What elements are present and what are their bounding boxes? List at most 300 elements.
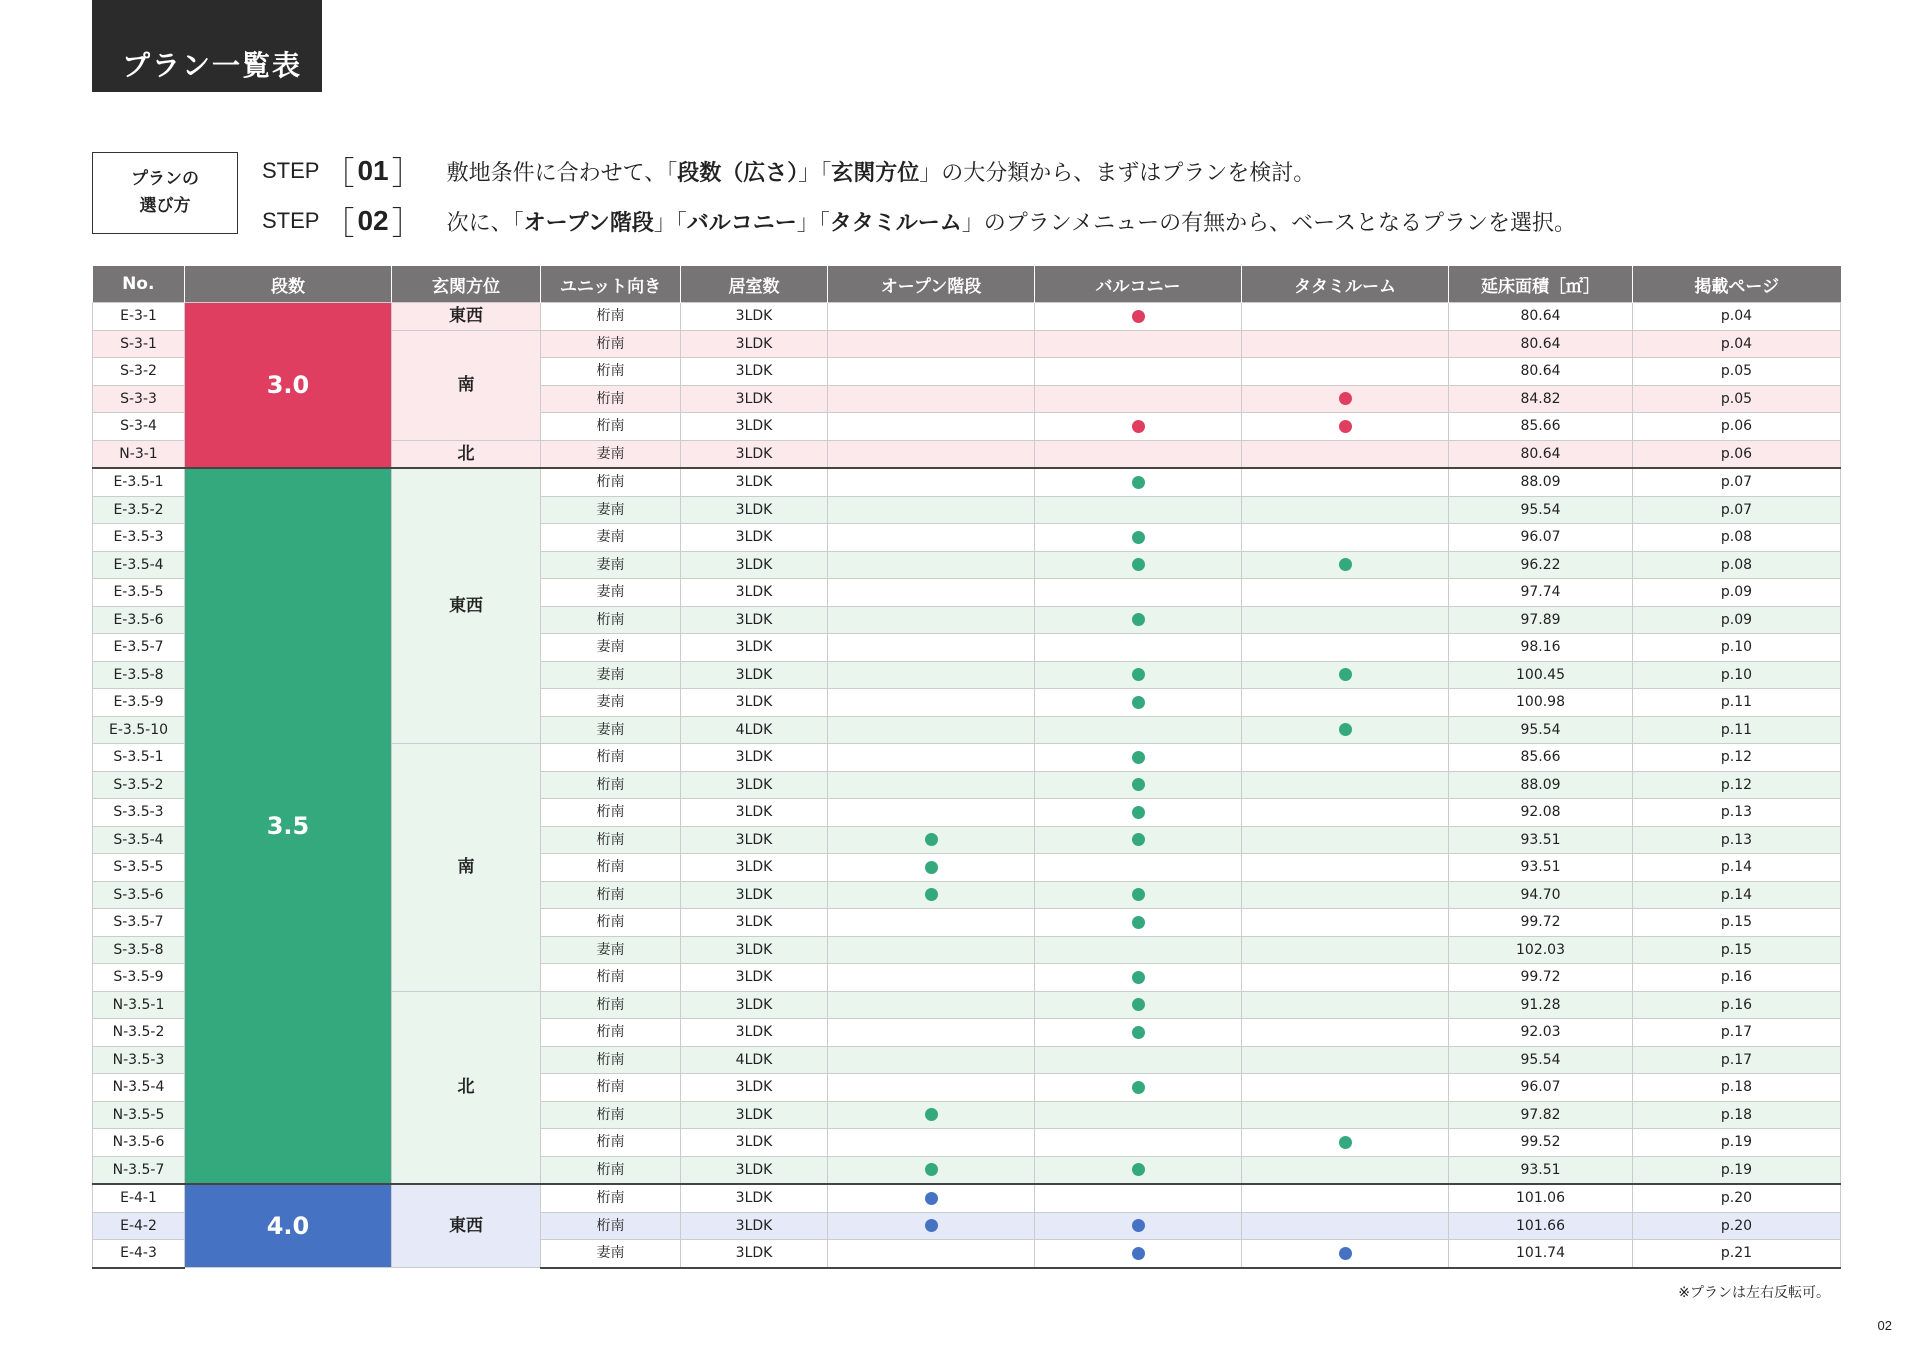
step-text: 敷地条件に合わせて、「段数（広さ）」「玄関方位」の大分類から、まずはプランを検討。 xyxy=(446,160,1316,186)
option-dot-icon xyxy=(925,833,938,846)
balcony-cell xyxy=(1035,991,1242,1019)
option-dot-icon xyxy=(1132,668,1145,681)
page-ref: p.10 xyxy=(1633,634,1841,662)
room-count: 3LDK xyxy=(681,468,828,496)
floor-area: 96.22 xyxy=(1449,551,1633,579)
page-ref: p.15 xyxy=(1633,936,1841,964)
room-count: 3LDK xyxy=(681,579,828,607)
unit-orientation: 桁南 xyxy=(541,1046,681,1074)
floor-area: 99.72 xyxy=(1449,909,1633,937)
plan-no: S-3-3 xyxy=(93,385,185,413)
page-ref: p.06 xyxy=(1633,413,1841,441)
plan-no: E-3-1 xyxy=(93,303,185,331)
plan-no: E-3.5-10 xyxy=(93,716,185,744)
tatami-cell xyxy=(1242,661,1449,689)
open-stairs-cell xyxy=(828,1184,1035,1212)
option-dot-icon xyxy=(1132,476,1145,489)
tatami-cell xyxy=(1242,716,1449,744)
open-stairs-cell xyxy=(828,496,1035,524)
balcony-cell xyxy=(1035,1240,1242,1268)
room-count: 3LDK xyxy=(681,413,828,441)
step-02 xyxy=(262,198,1576,244)
header-tatami: タタミルーム xyxy=(1242,266,1449,303)
floor-area: 80.64 xyxy=(1449,358,1633,386)
plan-table xyxy=(92,266,1841,1269)
open-stairs-cell xyxy=(828,716,1035,744)
option-dot-icon xyxy=(1132,696,1145,709)
open-stairs-cell xyxy=(828,964,1035,992)
option-dot-icon xyxy=(925,861,938,874)
tatami-cell xyxy=(1242,1212,1449,1240)
option-dot-icon xyxy=(1339,1247,1352,1260)
tatami-cell xyxy=(1242,579,1449,607)
header-page: 掲載ページ xyxy=(1633,266,1841,303)
option-dot-icon xyxy=(1132,916,1145,929)
page-title: プラン一覧表 xyxy=(92,0,322,92)
room-count: 3LDK xyxy=(681,689,828,717)
tatami-cell xyxy=(1242,413,1449,441)
plan-no: S-3.5-5 xyxy=(93,854,185,882)
page-ref: p.17 xyxy=(1633,1019,1841,1047)
unit-orientation: 妻南 xyxy=(541,579,681,607)
page-ref: p.13 xyxy=(1633,799,1841,827)
header-area: 延床面積［㎡］ xyxy=(1449,266,1633,303)
open-stairs-cell xyxy=(828,799,1035,827)
option-dot-icon xyxy=(1339,1136,1352,1149)
floor-area: 101.06 xyxy=(1449,1184,1633,1212)
table-row xyxy=(93,468,1841,496)
balcony-cell xyxy=(1035,661,1242,689)
open-stairs-cell xyxy=(828,991,1035,1019)
unit-orientation: 桁南 xyxy=(541,1184,681,1212)
page-ref: p.11 xyxy=(1633,689,1841,717)
room-count: 3LDK xyxy=(681,909,828,937)
balcony-cell xyxy=(1035,413,1242,441)
tatami-cell xyxy=(1242,744,1449,772)
plan-no: N-3.5-2 xyxy=(93,1019,185,1047)
floor-area: 91.28 xyxy=(1449,991,1633,1019)
plan-no: E-4-1 xyxy=(93,1184,185,1212)
howto-line2: 選び方 xyxy=(139,196,191,216)
tatami-cell xyxy=(1242,991,1449,1019)
unit-orientation: 妻南 xyxy=(541,634,681,662)
room-count: 3LDK xyxy=(681,1240,828,1268)
balcony-cell xyxy=(1035,303,1242,331)
plan-no: N-3.5-7 xyxy=(93,1156,185,1184)
tatami-cell xyxy=(1242,1240,1449,1268)
unit-orientation: 桁南 xyxy=(541,303,681,331)
tatami-cell xyxy=(1242,606,1449,634)
tatami-cell xyxy=(1242,1046,1449,1074)
tatami-cell xyxy=(1242,1184,1449,1212)
plan-no: E-3.5-2 xyxy=(93,496,185,524)
room-count: 3LDK xyxy=(681,881,828,909)
entrance-cell: 北 xyxy=(392,991,541,1184)
option-dot-icon xyxy=(1339,668,1352,681)
tatami-cell xyxy=(1242,826,1449,854)
table-header-row xyxy=(93,266,1841,303)
unit-orientation: 桁南 xyxy=(541,881,681,909)
room-count: 3LDK xyxy=(681,1129,828,1157)
plan-no: E-4-3 xyxy=(93,1240,185,1268)
room-count: 3LDK xyxy=(681,661,828,689)
balcony-cell xyxy=(1035,799,1242,827)
option-dot-icon xyxy=(1132,420,1145,433)
floor-area: 93.51 xyxy=(1449,826,1633,854)
page-ref: p.06 xyxy=(1633,440,1841,468)
page-ref: p.08 xyxy=(1633,524,1841,552)
table-row xyxy=(93,1184,1841,1212)
tatami-cell xyxy=(1242,385,1449,413)
step-number: 02 xyxy=(357,205,389,236)
unit-orientation: 桁南 xyxy=(541,744,681,772)
floor-area: 80.64 xyxy=(1449,330,1633,358)
room-count: 3LDK xyxy=(681,1212,828,1240)
open-stairs-cell xyxy=(828,524,1035,552)
tatami-cell xyxy=(1242,799,1449,827)
tatami-cell xyxy=(1242,468,1449,496)
plan-no: S-3.5-9 xyxy=(93,964,185,992)
room-count: 3LDK xyxy=(681,1156,828,1184)
balcony-cell xyxy=(1035,468,1242,496)
step-label: STEP xyxy=(262,208,320,233)
open-stairs-cell xyxy=(828,826,1035,854)
unit-orientation: 桁南 xyxy=(541,468,681,496)
balcony-cell xyxy=(1035,634,1242,662)
page-ref: p.08 xyxy=(1633,551,1841,579)
footnote: ※プランは左右反転可。 xyxy=(1678,1285,1830,1301)
tier-cell: 3.0 xyxy=(185,303,392,469)
bracket-open: ［ xyxy=(322,204,355,242)
room-count: 3LDK xyxy=(681,936,828,964)
step-01 xyxy=(262,148,1315,194)
unit-orientation: 桁南 xyxy=(541,826,681,854)
unit-orientation: 桁南 xyxy=(541,413,681,441)
unit-orientation: 桁南 xyxy=(541,909,681,937)
open-stairs-cell xyxy=(828,689,1035,717)
header-unit: ユニット向き xyxy=(541,266,681,303)
option-dot-icon xyxy=(925,1192,938,1205)
floor-area: 88.09 xyxy=(1449,771,1633,799)
step-number: 01 xyxy=(357,155,389,186)
unit-orientation: 桁南 xyxy=(541,1101,681,1129)
balcony-cell xyxy=(1035,330,1242,358)
room-count: 3LDK xyxy=(681,854,828,882)
balcony-cell xyxy=(1035,1074,1242,1102)
open-stairs-cell xyxy=(828,1156,1035,1184)
balcony-cell xyxy=(1035,606,1242,634)
balcony-cell xyxy=(1035,1046,1242,1074)
balcony-cell xyxy=(1035,440,1242,468)
unit-orientation: 妻南 xyxy=(541,689,681,717)
tatami-cell xyxy=(1242,440,1449,468)
option-dot-icon xyxy=(1132,558,1145,571)
plan-no: E-3.5-7 xyxy=(93,634,185,662)
room-count: 3LDK xyxy=(681,826,828,854)
page-ref: p.10 xyxy=(1633,661,1841,689)
tatami-cell xyxy=(1242,964,1449,992)
plan-no: N-3.5-1 xyxy=(93,991,185,1019)
floor-area: 95.54 xyxy=(1449,496,1633,524)
plan-no: S-3-4 xyxy=(93,413,185,441)
tatami-cell xyxy=(1242,854,1449,882)
floor-area: 85.66 xyxy=(1449,744,1633,772)
floor-area: 96.07 xyxy=(1449,1074,1633,1102)
page-ref: p.13 xyxy=(1633,826,1841,854)
page-ref: p.09 xyxy=(1633,606,1841,634)
floor-area: 98.16 xyxy=(1449,634,1633,662)
tatami-cell xyxy=(1242,303,1449,331)
balcony-cell xyxy=(1035,551,1242,579)
unit-orientation: 桁南 xyxy=(541,771,681,799)
floor-area: 92.08 xyxy=(1449,799,1633,827)
page-ref: p.11 xyxy=(1633,716,1841,744)
page-ref: p.14 xyxy=(1633,854,1841,882)
unit-orientation: 桁南 xyxy=(541,991,681,1019)
floor-area: 95.54 xyxy=(1449,1046,1633,1074)
floor-area: 94.70 xyxy=(1449,881,1633,909)
option-dot-icon xyxy=(1339,558,1352,571)
unit-orientation: 桁南 xyxy=(541,358,681,386)
option-dot-icon xyxy=(1339,723,1352,736)
open-stairs-cell xyxy=(828,771,1035,799)
page-ref: p.05 xyxy=(1633,358,1841,386)
room-count: 3LDK xyxy=(681,771,828,799)
balcony-cell xyxy=(1035,909,1242,937)
room-count: 3LDK xyxy=(681,524,828,552)
bracket-close: ］ xyxy=(391,154,424,192)
page-ref: p.05 xyxy=(1633,385,1841,413)
entrance-cell: 東西 xyxy=(392,1184,541,1268)
unit-orientation: 桁南 xyxy=(541,1074,681,1102)
tatami-cell xyxy=(1242,1101,1449,1129)
page-ref: p.04 xyxy=(1633,303,1841,331)
page-ref: p.18 xyxy=(1633,1101,1841,1129)
room-count: 3LDK xyxy=(681,1074,828,1102)
option-dot-icon xyxy=(1132,1026,1145,1039)
room-count: 3LDK xyxy=(681,385,828,413)
open-stairs-cell xyxy=(828,606,1035,634)
balcony-cell xyxy=(1035,1156,1242,1184)
balcony-cell xyxy=(1035,771,1242,799)
plan-no: E-3.5-5 xyxy=(93,579,185,607)
option-dot-icon xyxy=(1339,420,1352,433)
page-ref: p.17 xyxy=(1633,1046,1841,1074)
plan-no: E-3.5-9 xyxy=(93,689,185,717)
room-count: 3LDK xyxy=(681,964,828,992)
plan-no: E-3.5-3 xyxy=(93,524,185,552)
unit-orientation: 妻南 xyxy=(541,661,681,689)
unit-orientation: 桁南 xyxy=(541,330,681,358)
open-stairs-cell xyxy=(828,440,1035,468)
floor-area: 100.98 xyxy=(1449,689,1633,717)
open-stairs-cell xyxy=(828,413,1035,441)
header-tier: 段数 xyxy=(185,266,392,303)
floor-area: 100.45 xyxy=(1449,661,1633,689)
room-count: 3LDK xyxy=(681,606,828,634)
tatami-cell xyxy=(1242,1019,1449,1047)
entrance-cell: 東西 xyxy=(392,468,541,744)
open-stairs-cell xyxy=(828,551,1035,579)
page-ref: p.15 xyxy=(1633,909,1841,937)
open-stairs-cell xyxy=(828,936,1035,964)
page-ref: p.20 xyxy=(1633,1212,1841,1240)
plan-no: E-4-2 xyxy=(93,1212,185,1240)
tatami-cell xyxy=(1242,330,1449,358)
unit-orientation: 妻南 xyxy=(541,524,681,552)
balcony-cell xyxy=(1035,881,1242,909)
tatami-cell xyxy=(1242,358,1449,386)
tatami-cell xyxy=(1242,771,1449,799)
tatami-cell xyxy=(1242,1074,1449,1102)
unit-orientation: 妻南 xyxy=(541,440,681,468)
room-count: 3LDK xyxy=(681,1101,828,1129)
balcony-cell xyxy=(1035,1101,1242,1129)
room-count: 3LDK xyxy=(681,1019,828,1047)
page-ref: p.07 xyxy=(1633,468,1841,496)
tatami-cell xyxy=(1242,1129,1449,1157)
tatami-cell xyxy=(1242,936,1449,964)
floor-area: 96.07 xyxy=(1449,524,1633,552)
open-stairs-cell xyxy=(828,854,1035,882)
open-stairs-cell xyxy=(828,385,1035,413)
balcony-cell xyxy=(1035,854,1242,882)
plan-no: N-3.5-6 xyxy=(93,1129,185,1157)
option-dot-icon xyxy=(1132,998,1145,1011)
option-dot-icon xyxy=(1132,751,1145,764)
unit-orientation: 桁南 xyxy=(541,385,681,413)
open-stairs-cell xyxy=(828,744,1035,772)
floor-area: 80.64 xyxy=(1449,303,1633,331)
floor-area: 80.64 xyxy=(1449,440,1633,468)
plan-no: S-3.5-7 xyxy=(93,909,185,937)
page-ref: p.18 xyxy=(1633,1074,1841,1102)
tatami-cell xyxy=(1242,551,1449,579)
page-ref: p.19 xyxy=(1633,1156,1841,1184)
floor-area: 102.03 xyxy=(1449,936,1633,964)
floor-area: 93.51 xyxy=(1449,1156,1633,1184)
plan-table-body xyxy=(93,303,1841,1268)
open-stairs-cell xyxy=(828,1046,1035,1074)
option-dot-icon xyxy=(1132,888,1145,901)
plan-no: S-3.5-2 xyxy=(93,771,185,799)
open-stairs-cell xyxy=(828,1240,1035,1268)
balcony-cell xyxy=(1035,1129,1242,1157)
open-stairs-cell xyxy=(828,909,1035,937)
plan-no: S-3.5-1 xyxy=(93,744,185,772)
plan-no: E-3.5-4 xyxy=(93,551,185,579)
tatami-cell xyxy=(1242,909,1449,937)
floor-area: 85.66 xyxy=(1449,413,1633,441)
entrance-cell: 南 xyxy=(392,744,541,992)
balcony-cell xyxy=(1035,358,1242,386)
balcony-cell xyxy=(1035,1019,1242,1047)
plan-no: S-3-1 xyxy=(93,330,185,358)
open-stairs-cell xyxy=(828,634,1035,662)
page-ref: p.16 xyxy=(1633,964,1841,992)
room-count: 3LDK xyxy=(681,551,828,579)
floor-area: 99.52 xyxy=(1449,1129,1633,1157)
page-ref: p.16 xyxy=(1633,991,1841,1019)
option-dot-icon xyxy=(1132,778,1145,791)
floor-area: 97.82 xyxy=(1449,1101,1633,1129)
option-dot-icon xyxy=(925,1163,938,1176)
tatami-cell xyxy=(1242,496,1449,524)
entrance-cell: 東西 xyxy=(392,303,541,331)
plan-no: S-3-2 xyxy=(93,358,185,386)
unit-orientation: 妻南 xyxy=(541,716,681,744)
unit-orientation: 桁南 xyxy=(541,606,681,634)
open-stairs-cell xyxy=(828,661,1035,689)
open-stairs-cell xyxy=(828,881,1035,909)
tatami-cell xyxy=(1242,881,1449,909)
balcony-cell xyxy=(1035,744,1242,772)
plan-no: N-3.5-4 xyxy=(93,1074,185,1102)
room-count: 3LDK xyxy=(681,1184,828,1212)
floor-area: 88.09 xyxy=(1449,468,1633,496)
option-dot-icon xyxy=(1132,1219,1145,1232)
header-entrance: 玄関方位 xyxy=(392,266,541,303)
balcony-cell xyxy=(1035,496,1242,524)
room-count: 3LDK xyxy=(681,991,828,1019)
plan-no: E-3.5-1 xyxy=(93,468,185,496)
plan-no: N-3.5-3 xyxy=(93,1046,185,1074)
unit-orientation: 桁南 xyxy=(541,1156,681,1184)
floor-area: 101.74 xyxy=(1449,1240,1633,1268)
unit-orientation: 妻南 xyxy=(541,496,681,524)
option-dot-icon xyxy=(1132,310,1145,323)
page-ref: p.19 xyxy=(1633,1129,1841,1157)
open-stairs-cell xyxy=(828,303,1035,331)
bracket-open: ［ xyxy=(322,154,355,192)
option-dot-icon xyxy=(1339,392,1352,405)
option-dot-icon xyxy=(1132,1247,1145,1260)
page-ref: p.21 xyxy=(1633,1240,1841,1268)
option-dot-icon xyxy=(1132,971,1145,984)
tatami-cell xyxy=(1242,1156,1449,1184)
page-ref: p.12 xyxy=(1633,771,1841,799)
option-dot-icon xyxy=(1132,531,1145,544)
header-balcony: バルコニー xyxy=(1035,266,1242,303)
floor-area: 97.74 xyxy=(1449,579,1633,607)
unit-orientation: 妻南 xyxy=(541,936,681,964)
header-open-stairs: オープン階段 xyxy=(828,266,1035,303)
balcony-cell xyxy=(1035,524,1242,552)
room-count: 3LDK xyxy=(681,744,828,772)
howto-box xyxy=(92,152,238,234)
floor-area: 93.51 xyxy=(1449,854,1633,882)
page-ref: p.20 xyxy=(1633,1184,1841,1212)
room-count: 3LDK xyxy=(681,358,828,386)
plan-no: N-3.5-5 xyxy=(93,1101,185,1129)
table-row xyxy=(93,303,1841,331)
floor-area: 92.03 xyxy=(1449,1019,1633,1047)
plan-no: N-3-1 xyxy=(93,440,185,468)
page-ref: p.07 xyxy=(1633,496,1841,524)
open-stairs-cell xyxy=(828,1019,1035,1047)
unit-orientation: 桁南 xyxy=(541,1212,681,1240)
option-dot-icon xyxy=(1132,833,1145,846)
open-stairs-cell xyxy=(828,1074,1035,1102)
balcony-cell xyxy=(1035,826,1242,854)
unit-orientation: 妻南 xyxy=(541,1240,681,1268)
option-dot-icon xyxy=(1132,1163,1145,1176)
bracket-close: ］ xyxy=(391,204,424,242)
balcony-cell xyxy=(1035,1184,1242,1212)
header-rooms: 居室数 xyxy=(681,266,828,303)
room-count: 3LDK xyxy=(681,330,828,358)
option-dot-icon xyxy=(1132,613,1145,626)
